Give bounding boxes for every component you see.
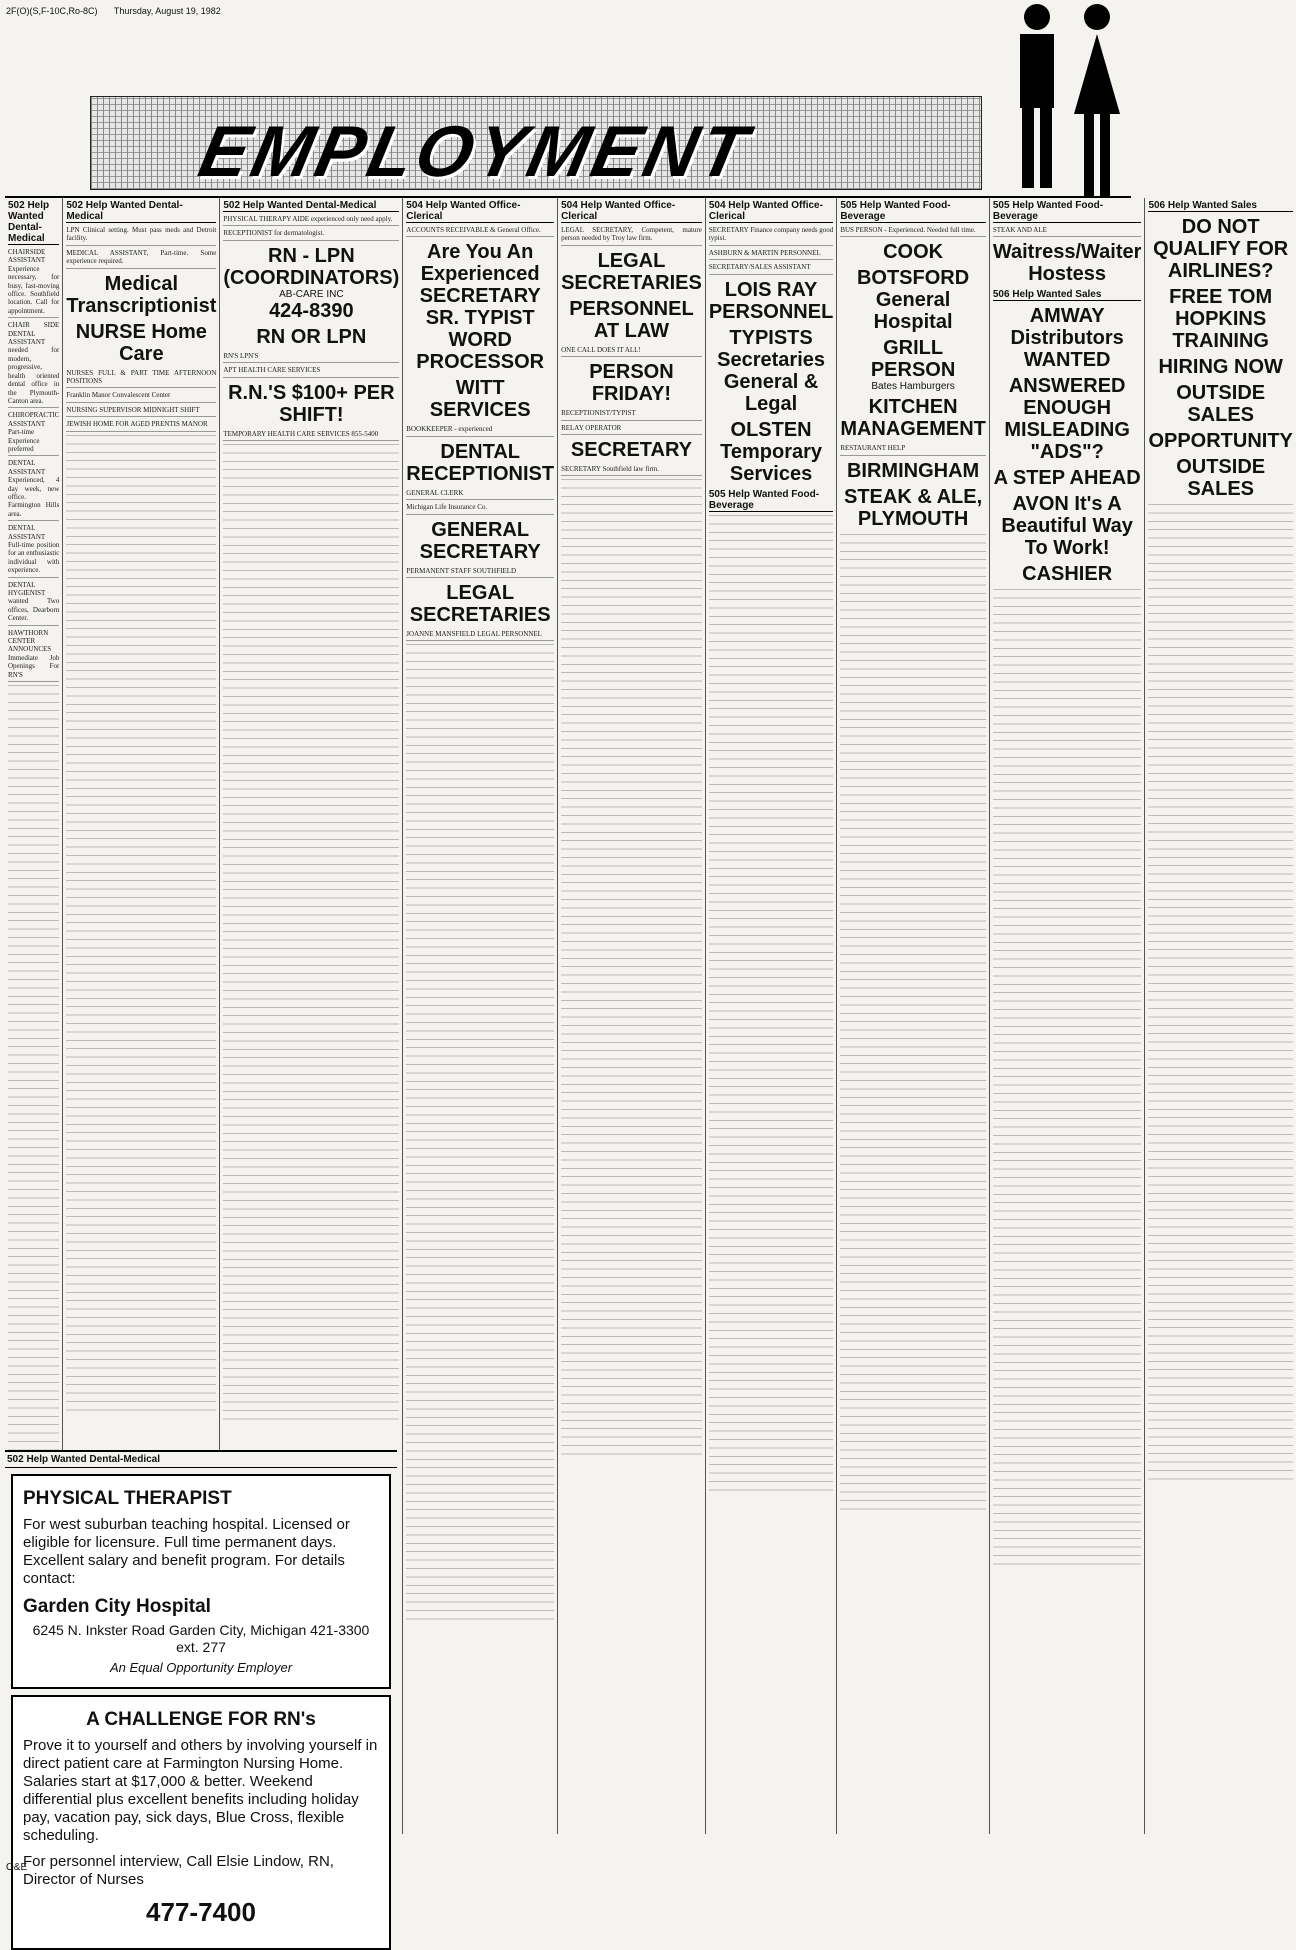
man-figure <box>1010 4 1064 190</box>
ad-title: PHYSICAL THERAPIST <box>23 1488 232 1509</box>
ad: ACCOUNTS RECEIVABLE & General Office. <box>406 226 554 237</box>
column-4 <box>403 198 558 1834</box>
ad: BOOKKEEPER - experienced <box>406 425 554 436</box>
column-8 <box>990 198 1146 1834</box>
display-ad: WITT SERVICES <box>429 377 531 422</box>
display-ad: A STEP AHEAD <box>993 467 1141 490</box>
ad-text-block <box>709 515 833 1495</box>
ad-text-block <box>66 435 216 1415</box>
ad: DENTAL ASSISTANT Full-time position for an enthusiastic individual with experience. <box>8 524 59 577</box>
equal-opportunity-note: An Equal Opportunity Employer <box>109 1660 293 1675</box>
ad: Franklin Manor Convalescent Center <box>66 391 216 402</box>
page-header-line <box>6 6 235 16</box>
column-heading: 502 Help Wanted Dental-Medical <box>66 200 216 223</box>
column-heading: 506 Help Wanted Sales <box>1148 200 1292 212</box>
issue-date: Thursday, August 19, 1982 <box>113 6 221 16</box>
display-ad: Waitress/Waiter Hostess <box>992 241 1142 286</box>
section-heading: 505 Help Wanted Food-Beverage <box>709 489 833 512</box>
ad: ASHBURN & MARTIN PERSONNEL <box>709 249 833 260</box>
ad: MEDICAL ASSISTANT, Part-time. Some experience required. <box>66 249 216 269</box>
ad: DENTAL HYGIENIST wanted Two offices, Dearborn Center. <box>8 581 59 626</box>
ad: PERMANENT STAFF SOUTHFIELD <box>406 567 554 578</box>
display-ad: RN - LPN (COORDINATORS) AB-CARE INC 424-8390 <box>223 244 400 322</box>
ad-text-block <box>993 589 1142 1569</box>
page-footer: O&E <box>6 1862 28 1873</box>
ad: BUS PERSON - Experienced. Needed full time. <box>840 226 986 237</box>
ad: RECEPTIONIST for dermatologist. <box>223 229 399 240</box>
display-ad: OUTSIDE SALES <box>1176 456 1266 500</box>
rn-challenge-ad <box>11 1695 391 1950</box>
column-9 <box>1145 198 1295 1834</box>
display-ad: STEAK & ALE, PLYMOUTH <box>844 485 983 530</box>
display-ad: Medical Transcriptionist <box>66 272 217 317</box>
column-heading: 504 Help Wanted Office-Clerical <box>406 200 554 223</box>
column-heading: 505 Help Wanted Food-Beverage <box>840 200 986 223</box>
ad: CHIROPRACTIC ASSISTANT Part-time Experience preferred <box>8 411 59 456</box>
column-heading: 502 Help Wanted Dental-Medical <box>223 200 399 212</box>
display-ad: BIRMINGHAM <box>846 459 980 482</box>
display-ad: CASHIER <box>1022 563 1113 586</box>
display-ad: PERSON FRIDAY! <box>589 361 674 406</box>
ad: Michigan Life Insurance Co. <box>406 503 554 514</box>
column-6 <box>706 198 837 1834</box>
ad-text-block <box>223 444 399 1424</box>
ad: SECRETARY Southfield law firm. <box>561 465 702 476</box>
display-ad: TYPISTS Secretaries General & Legal <box>717 326 826 415</box>
ad-text-block <box>406 644 554 1624</box>
ad: RELAY OPERATOR <box>561 424 702 435</box>
display-ad: LEGAL SECRETARIES <box>409 582 551 627</box>
display-ad: R.N.'S $100+ PER SHIFT! <box>228 381 395 426</box>
ad: NURSING SUPERVISOR MIDNIGHT SHIFT <box>66 406 216 417</box>
ad-text-block <box>561 479 702 1459</box>
display-ad: Are You An Experienced SECRETARY SR. TYPIST WORD PROCESSOR <box>416 241 545 374</box>
ad: HAWTHORN CENTER ANNOUNCES Immediate Job Openings For RN'S <box>8 629 59 682</box>
column-5 <box>558 198 706 1834</box>
display-ad: ANSWERED ENOUGH MISLEADING "ADS"? <box>1004 375 1130 464</box>
ad: CHAIRSIDE ASSISTANT Experience necessary, for busy, fast-moving office. Southfield location. Call for appointment. <box>8 248 59 318</box>
display-ad: RN OR LPN <box>256 325 367 348</box>
display-ad: KITCHEN MANAGEMENT <box>840 396 986 441</box>
ad: PHYSICAL THERAPY AIDE experienced only need apply. <box>223 215 399 226</box>
ad: JOANNE MANSFIELD LEGAL PERSONNEL <box>406 630 554 641</box>
display-ad: OPPORTUNITY <box>1148 430 1293 452</box>
ad-phone: 477-7400 <box>146 1897 256 1927</box>
display-ad: GENERAL SECRETARY <box>419 518 541 563</box>
ad-contact: For personnel interview, Call Elsie Lindow, RN, Director of Nurses <box>23 1853 334 1888</box>
display-ad: AMWAY Distributors WANTED <box>1010 305 1124 372</box>
physical-therapist-ad <box>11 1474 391 1689</box>
column-heading: 504 Help Wanted Office-Clerical <box>709 200 833 223</box>
display-ad: OLSTEN Temporary Services <box>720 418 823 485</box>
ad: LEGAL SECRETARY, Competent, mature person needed by Troy law firm. <box>561 226 702 246</box>
woman-figure <box>1070 4 1124 190</box>
ad: RN'S LPN'S <box>223 352 399 363</box>
ad-text-block <box>840 534 986 1514</box>
ad: LPN Clinical setting. Must pass meds and Detroit facility. <box>66 226 216 246</box>
ad: ONE CALL DOES IT ALL! <box>561 346 702 357</box>
ad: SECRETARY/SALES ASSISTANT <box>709 263 833 274</box>
ad: JEWISH HOME FOR AGED PRENTIS MANOR <box>66 420 216 431</box>
ad-title: A CHALLENGE FOR RN's <box>86 1709 316 1730</box>
display-ad: FREE TOM HOPKINS TRAINING <box>1169 286 1273 352</box>
display-ad: NURSE Home Care <box>75 320 207 365</box>
ad: RECEPTIONIST/TYPIST <box>561 409 702 420</box>
section-heading: 502 Help Wanted Dental-Medical <box>5 1452 397 1468</box>
display-ad: BOTSFORD General Hospital <box>856 267 970 334</box>
display-ad: SECRETARY <box>570 439 693 462</box>
display-ad: PERSONNEL AT LAW <box>569 297 694 342</box>
display-ad: DO NOT QUALIFY FOR AIRLINES? <box>1153 216 1289 282</box>
employment-banner <box>90 96 982 190</box>
ad: APT HEALTH CARE SERVICES <box>223 366 399 377</box>
section-heading: 506 Help Wanted Sales <box>993 289 1142 301</box>
display-ad: LOIS RAY PERSONNEL <box>708 278 834 323</box>
ad: TEMPORARY HEALTH CARE SERVICES 855-5400 <box>223 430 399 441</box>
ad: SECRETARY Finance company needs good typist. <box>709 226 833 246</box>
ad: STEAK AND ALE <box>993 226 1142 237</box>
column-heading: 502 Help Wanted Dental-Medical <box>8 200 59 245</box>
ad: DENTAL ASSISTANT Experienced, 4 day week, new office. Farmington Hills area. <box>8 459 59 521</box>
issue-code: 2F(O)(S,F-10C,Ro-8C) <box>6 6 98 16</box>
banner-title: EMPLOYMENT <box>192 112 758 192</box>
column-heading: 504 Help Wanted Office-Clerical <box>561 200 702 223</box>
display-ad: DENTAL RECEPTIONIST <box>406 440 555 485</box>
ad: GENERAL CLERK <box>406 489 554 500</box>
ad: NURSES FULL & PART TIME AFTERNOON POSITIONS <box>66 369 216 389</box>
ad: RESTAURANT HELP <box>840 444 986 455</box>
column-7 <box>837 198 990 1834</box>
hospital-name: Garden City Hospital <box>23 1596 211 1617</box>
display-ad: OUTSIDE SALES <box>1176 382 1266 426</box>
display-ad: LEGAL SECRETARIES <box>561 249 702 294</box>
ad-body: For west suburban teaching hospital. Licensed or eligible for licensure. Full time permanent days. Excellent salary and benefit program. For details contact: <box>23 1516 350 1587</box>
column-heading: 505 Help Wanted Food-Beverage <box>993 200 1142 223</box>
ad-body: Prove it to yourself and others by involving yourself in direct patient care at Farmington Nursing Home. Salaries start at $17,000 & better. Weekend differential plus excellent benefits including holiday pay, vacation pay, sick days, Blue Cross, flexible scheduling. <box>23 1737 378 1844</box>
display-ad: AVON It's A Beautiful Way To Work! <box>1001 493 1133 560</box>
display-ad: GRILL PERSON Bates Hamburgers <box>870 337 956 393</box>
display-ad: COOK <box>883 241 944 264</box>
display-ad: HIRING NOW <box>1158 356 1283 378</box>
ad: CHAIR SIDE DENTAL ASSISTANT needed for modern, progressive, health oriented dental office in the Plymouth-Canton area. <box>8 321 59 408</box>
hospital-address: 6245 N. Inkster Road Garden City, Michigan 421-3300 ext. 277 <box>32 1622 370 1655</box>
ad-text-block <box>1148 504 1292 1484</box>
